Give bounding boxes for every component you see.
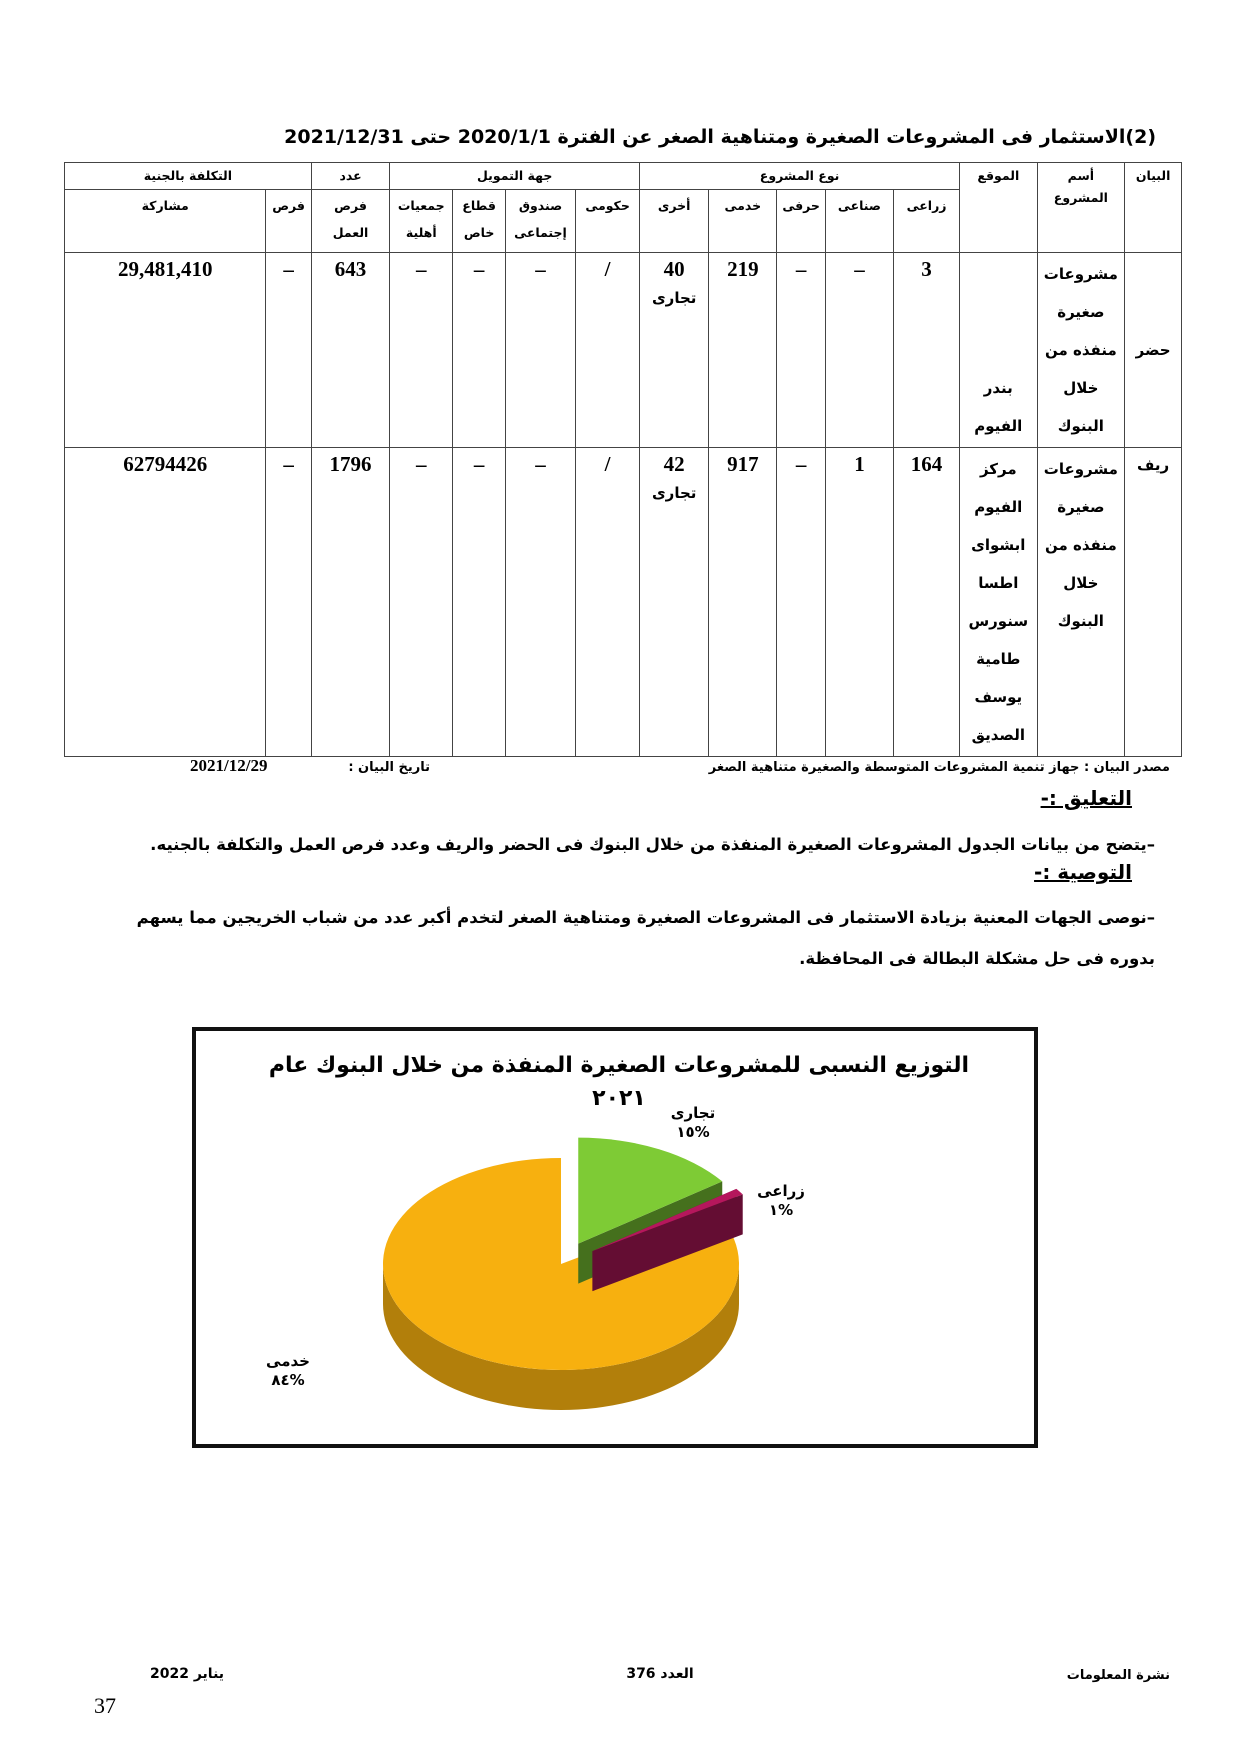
cell-opportunities: – [266, 253, 311, 448]
location-line: بندر [983, 379, 1013, 397]
slice-category: تجارى [670, 1104, 716, 1122]
cell-social-fund: – [505, 253, 575, 448]
cell-private: – [453, 253, 506, 448]
slice-label-agri [741, 1182, 821, 1220]
cell-bayan: ريف [1125, 448, 1182, 757]
table-row [65, 448, 1182, 757]
cell-private: – [453, 448, 506, 757]
cell-jobs: 643 [311, 253, 389, 448]
cell-location [960, 448, 1037, 757]
cell-participation: 62794426 [65, 448, 266, 757]
cell-agri: 3 [894, 253, 960, 448]
header-financing: جهة التمويل [390, 163, 640, 190]
footer-date: يناير 2022 [150, 1666, 225, 1682]
header-gov: حكومى [576, 190, 640, 253]
source-note: مصدر البيان : جهاز تنمية المشروعات المتوسطة والصغيرة متناهية الصغر [708, 760, 1170, 775]
other-value: 42 [663, 452, 685, 476]
header-cost: التكلفة بالجنية [65, 163, 312, 190]
location-line: طامية [976, 650, 1021, 668]
chart-title-year: ٢٠٢١ [592, 1086, 646, 1111]
other-label: تجارى [651, 289, 697, 307]
location-line: يوسف [974, 688, 1023, 706]
other-value: 40 [663, 257, 685, 281]
cell-project-name: مشروعات صغيرة منفذه من خلال البنوك [1037, 253, 1125, 448]
header-location: الموقع [960, 163, 1037, 253]
date-value: 2021/12/29 [190, 756, 268, 775]
location-line: سنورس [968, 612, 1029, 630]
footer-publication: نشرة المعلومات [1066, 1668, 1170, 1683]
recommendation-heading: التوصية :- [1034, 860, 1132, 884]
cell-location [960, 253, 1037, 448]
date-label: تاريخ البيان : [348, 760, 430, 775]
cell-bayan: حضر [1125, 253, 1182, 448]
investment-table [64, 162, 1182, 757]
header-jobs: فرص العمل [311, 190, 389, 253]
chart-title-line: التوزيع النسبى للمشروعات الصغيرة المنفذة من خلال البنوك عام [268, 1053, 970, 1078]
header-industrial: صناعى [825, 190, 893, 253]
cell-gov: / [576, 253, 640, 448]
cell-agri: 164 [894, 448, 960, 757]
recommendation-text: –نوصى الجهات المعنية بزيادة الاستثمار فى المشروعات الصغيرة ومتناهية الصغر لتخدم أكبر عدد من شباب الخريجين مما يسهم [136, 908, 1155, 927]
slice-label-trade [653, 1104, 733, 1142]
header-project-name: أسم المشروع [1037, 163, 1125, 253]
page-number: 37 [94, 1693, 116, 1718]
location-line: مركز [979, 460, 1017, 478]
location-line: ابشواى [971, 536, 1026, 554]
header-craft: حرفى [777, 190, 826, 253]
header-participation: مشاركة [65, 190, 266, 253]
slice-value: %١٥ [676, 1123, 710, 1141]
header-private: قطاع خاص [453, 190, 506, 253]
header-ngo: جمعيات أهلية [390, 190, 453, 253]
header-bayan: البيان [1125, 163, 1182, 253]
header-project-type: نوع المشروع [640, 163, 960, 190]
cell-participation: 29,481,410 [65, 253, 266, 448]
header-service: خدمى [709, 190, 777, 253]
header-agri: زراعى [894, 190, 960, 253]
pie-chart [192, 1027, 1038, 1448]
header-jobs-count: عدد [311, 163, 389, 190]
comment-heading: التعليق :- [1040, 786, 1132, 810]
cell-service: 917 [709, 448, 777, 757]
cell-ngo: – [390, 448, 453, 757]
cell-project-name: مشروعات صغيرة منفذه من خلال البنوك [1037, 448, 1125, 757]
slice-value: %١ [768, 1201, 794, 1219]
cell-service: 219 [709, 253, 777, 448]
slice-category: خدمى [266, 1352, 310, 1370]
cell-other [640, 253, 709, 448]
slice-value: %٨٤ [271, 1371, 305, 1389]
header-social-fund: صندوق إجتماعى [505, 190, 575, 253]
cell-ngo: – [390, 253, 453, 448]
header-other: أخرى [640, 190, 709, 253]
cell-jobs: 1796 [311, 448, 389, 757]
cell-other [640, 448, 709, 757]
cell-opportunities: – [266, 448, 311, 757]
location-line: الصديق [971, 726, 1025, 744]
other-label: تجارى [651, 484, 697, 502]
location-line: الفيوم [974, 417, 1023, 435]
cell-craft: – [777, 253, 826, 448]
cell-craft: – [777, 448, 826, 757]
recommendation-text-continued: بدوره فى حل مشكلة البطالة فى المحافظة. [799, 949, 1155, 968]
slice-category: زراعى [757, 1182, 805, 1200]
slice-label-service [248, 1352, 328, 1390]
comment-text: –يتضح من بيانات الجدول المشروعات الصغيرة المنفذة من خلال البنوك فى الحضر والريف وعدد فرص العمل والتكلفة بالجنيه. [150, 835, 1155, 854]
location-line: الفيوم [974, 498, 1023, 516]
cell-industrial: 1 [825, 448, 893, 757]
header-opportunities: فرص [266, 190, 311, 253]
page-title: (2)الاستثمار فى المشروعات الصغيرة ومتناهية الصغر عن الفترة 2020/1/1 حتى 2021/12/31 [284, 126, 1156, 148]
location-line: اطسا [978, 574, 1019, 592]
cell-industrial: – [825, 253, 893, 448]
footer-issue: العدد 376 [626, 1666, 694, 1682]
cell-social-fund: – [505, 448, 575, 757]
cell-gov: / [576, 448, 640, 757]
table-row [65, 253, 1182, 448]
